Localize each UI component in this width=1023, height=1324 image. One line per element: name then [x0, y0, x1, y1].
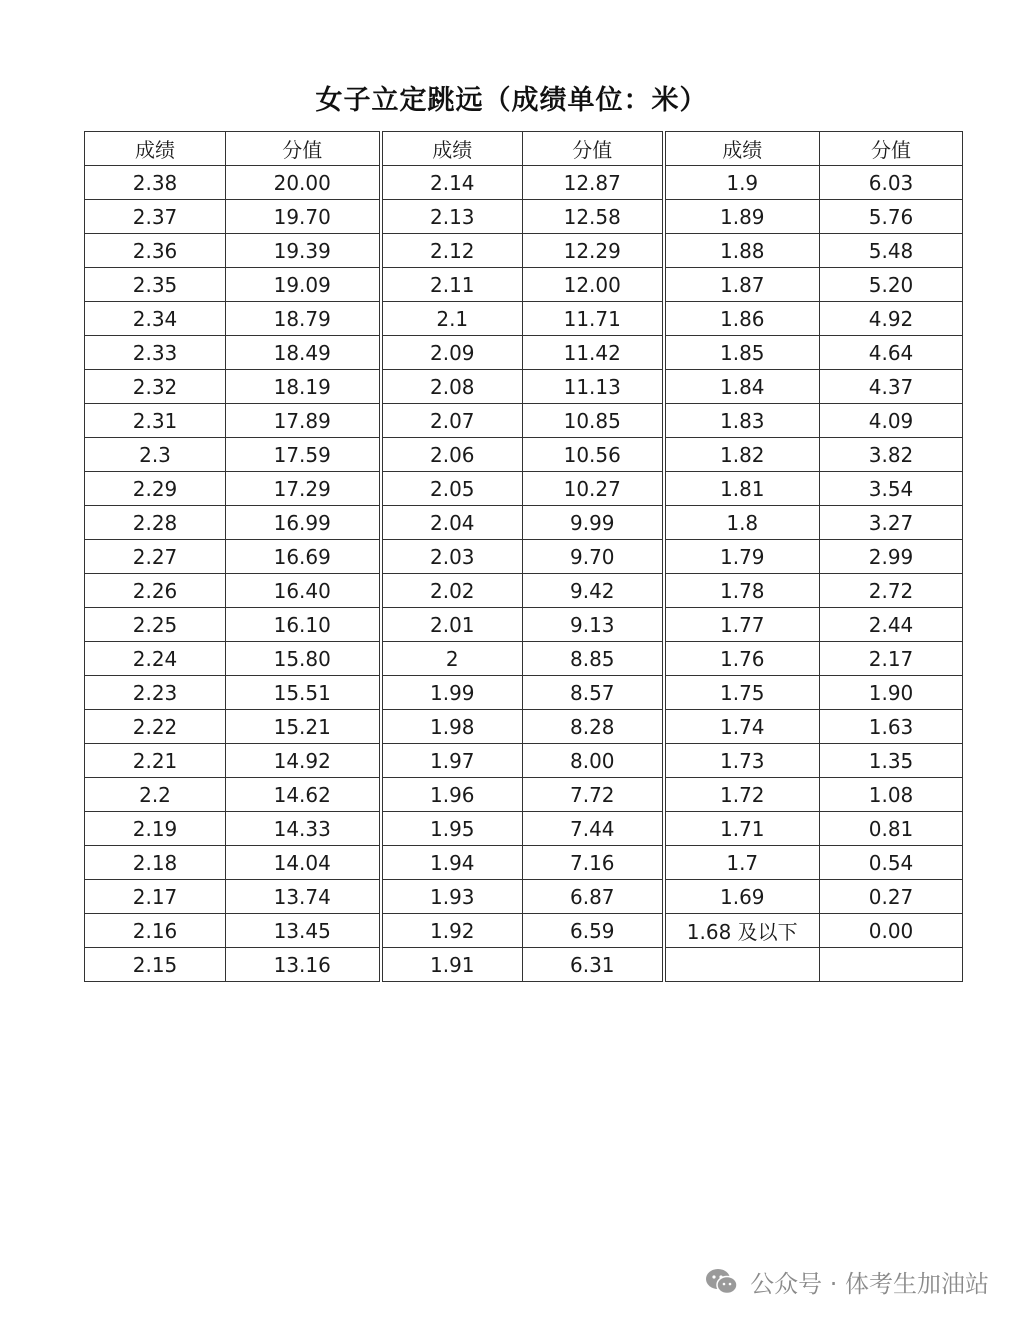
- table-row: [85, 948, 963, 982]
- points-cell: 8.00: [523, 744, 664, 778]
- points-cell: 1.35: [820, 744, 963, 778]
- score-cell: 1.92: [381, 914, 523, 948]
- score-cell: 1.87: [664, 268, 820, 302]
- points-cell: 7.72: [523, 778, 664, 812]
- points-cell: 14.33: [226, 812, 381, 846]
- table-row: [85, 540, 963, 574]
- points-cell: 6.59: [523, 914, 664, 948]
- points-cell: 0.27: [820, 880, 963, 914]
- points-cell: 16.10: [226, 608, 381, 642]
- score-cell: 1.99: [381, 676, 523, 710]
- score-cell: 2.15: [85, 948, 226, 982]
- points-cell: 1.08: [820, 778, 963, 812]
- points-cell: 11.42: [523, 336, 664, 370]
- points-cell: 0.54: [820, 846, 963, 880]
- score-cell: 2.33: [85, 336, 226, 370]
- points-cell: 0.81: [820, 812, 963, 846]
- table-row: [85, 574, 963, 608]
- points-cell: 11.13: [523, 370, 664, 404]
- score-cell: 2.34: [85, 302, 226, 336]
- score-cell: 1.83: [664, 404, 820, 438]
- score-cell: 2.27: [85, 540, 226, 574]
- table-row: [85, 404, 963, 438]
- points-cell: 12.29: [523, 234, 664, 268]
- score-cell: 2.16: [85, 914, 226, 948]
- score-cell: 1.86: [664, 302, 820, 336]
- wechat-icon: [704, 1267, 740, 1297]
- header-points: 分值: [820, 132, 963, 166]
- page-title: 女子立定跳远（成绩单位：米）: [315, 85, 708, 116]
- table-row: [85, 370, 963, 404]
- points-cell: 8.57: [523, 676, 664, 710]
- score-cell: 2.31: [85, 404, 226, 438]
- points-cell: 4.09: [820, 404, 963, 438]
- score-cell: 2.37: [85, 200, 226, 234]
- table-row: [85, 846, 963, 880]
- points-cell: 10.85: [523, 404, 664, 438]
- score-cell: 2.26: [85, 574, 226, 608]
- score-cell: 2.22: [85, 710, 226, 744]
- table-row: [85, 506, 963, 540]
- score-cell: 1.68 及以下: [664, 914, 820, 948]
- score-cell: 2.2: [85, 778, 226, 812]
- points-cell: 10.27: [523, 472, 664, 506]
- points-cell: 2.17: [820, 642, 963, 676]
- score-cell: 2.36: [85, 234, 226, 268]
- points-cell: 18.79: [226, 302, 381, 336]
- score-cell: 1.81: [664, 472, 820, 506]
- points-cell: 14.92: [226, 744, 381, 778]
- score-cell: 1.74: [664, 710, 820, 744]
- score-cell: 1.76: [664, 642, 820, 676]
- points-cell: 15.51: [226, 676, 381, 710]
- table-row: [85, 608, 963, 642]
- score-cell: 1.93: [381, 880, 523, 914]
- points-cell: 3.82: [820, 438, 963, 472]
- score-cell: 1.88: [664, 234, 820, 268]
- points-cell: 17.89: [226, 404, 381, 438]
- points-cell: 18.49: [226, 336, 381, 370]
- table-row: [85, 302, 963, 336]
- table-row: [85, 812, 963, 846]
- table-row: [85, 438, 963, 472]
- score-cell: 1.85: [664, 336, 820, 370]
- points-cell: 13.16: [226, 948, 381, 982]
- header-score: 成绩: [664, 132, 820, 166]
- score-cell: 2.06: [381, 438, 523, 472]
- points-cell: 13.45: [226, 914, 381, 948]
- score-cell: 2.19: [85, 812, 226, 846]
- table-row: [85, 234, 963, 268]
- points-cell: 1.90: [820, 676, 963, 710]
- points-cell: 6.31: [523, 948, 664, 982]
- points-cell: 6.03: [820, 166, 963, 200]
- score-cell: 2.29: [85, 472, 226, 506]
- score-cell: 1.8: [664, 506, 820, 540]
- points-cell: 2.99: [820, 540, 963, 574]
- score-cell: 1.9: [664, 166, 820, 200]
- points-cell: 3.27: [820, 506, 963, 540]
- score-cell: 2.13: [381, 200, 523, 234]
- header-points: 分值: [523, 132, 664, 166]
- points-cell: 11.71: [523, 302, 664, 336]
- score-cell: 2.21: [85, 744, 226, 778]
- score-cell: 2.04: [381, 506, 523, 540]
- points-cell: 17.29: [226, 472, 381, 506]
- points-cell: 8.85: [523, 642, 664, 676]
- score-cell: [664, 948, 820, 982]
- score-cell: 2.05: [381, 472, 523, 506]
- table-header-row: [85, 132, 963, 166]
- table-row: [85, 710, 963, 744]
- score-cell: 2.17: [85, 880, 226, 914]
- table-row: [85, 744, 963, 778]
- watermark: [704, 1264, 989, 1299]
- points-cell: 1.63: [820, 710, 963, 744]
- score-cell: 1.71: [664, 812, 820, 846]
- table-row: [85, 642, 963, 676]
- score-cell: 2.32: [85, 370, 226, 404]
- header-score: 成绩: [85, 132, 226, 166]
- points-cell: 19.09: [226, 268, 381, 302]
- points-cell: 14.62: [226, 778, 381, 812]
- score-cell: 2: [381, 642, 523, 676]
- table-row: [85, 880, 963, 914]
- score-cell: 2.35: [85, 268, 226, 302]
- points-cell: 16.40: [226, 574, 381, 608]
- score-cell: 2.02: [381, 574, 523, 608]
- points-cell: 16.99: [226, 506, 381, 540]
- score-cell: 1.73: [664, 744, 820, 778]
- score-cell: 1.75: [664, 676, 820, 710]
- score-cell: 1.94: [381, 846, 523, 880]
- points-cell: 7.44: [523, 812, 664, 846]
- points-cell: 19.70: [226, 200, 381, 234]
- points-cell: 15.21: [226, 710, 381, 744]
- score-cell: 1.69: [664, 880, 820, 914]
- points-cell: 7.16: [523, 846, 664, 880]
- header-score: 成绩: [381, 132, 523, 166]
- points-cell: 4.37: [820, 370, 963, 404]
- score-cell: 1.97: [381, 744, 523, 778]
- points-cell: 4.92: [820, 302, 963, 336]
- score-cell: 1.79: [664, 540, 820, 574]
- score-cell: 1.91: [381, 948, 523, 982]
- score-cell: 1.7: [664, 846, 820, 880]
- watermark-text: 公众号 · 体考生加油站: [750, 1270, 989, 1298]
- table-row: [85, 676, 963, 710]
- table-row: [85, 268, 963, 302]
- score-cell: 2.07: [381, 404, 523, 438]
- table-row: [85, 200, 963, 234]
- points-cell: 3.54: [820, 472, 963, 506]
- score-cell: 2.3: [85, 438, 226, 472]
- points-cell: [820, 948, 963, 982]
- score-cell: 1.96: [381, 778, 523, 812]
- points-cell: 12.00: [523, 268, 664, 302]
- points-cell: 9.42: [523, 574, 664, 608]
- points-cell: 5.20: [820, 268, 963, 302]
- table-row: [85, 166, 963, 200]
- points-cell: 17.59: [226, 438, 381, 472]
- points-cell: 6.87: [523, 880, 664, 914]
- points-cell: 10.56: [523, 438, 664, 472]
- header-points: 分值: [226, 132, 381, 166]
- score-cell: 2.12: [381, 234, 523, 268]
- score-table: [84, 131, 963, 982]
- points-cell: 5.48: [820, 234, 963, 268]
- points-cell: 13.74: [226, 880, 381, 914]
- score-cell: 1.98: [381, 710, 523, 744]
- score-cell: 2.09: [381, 336, 523, 370]
- points-cell: 2.44: [820, 608, 963, 642]
- points-cell: 2.72: [820, 574, 963, 608]
- points-cell: 16.69: [226, 540, 381, 574]
- score-cell: 1.95: [381, 812, 523, 846]
- points-cell: 15.80: [226, 642, 381, 676]
- table-row: [85, 336, 963, 370]
- table-row: [85, 472, 963, 506]
- points-cell: 8.28: [523, 710, 664, 744]
- score-cell: 2.08: [381, 370, 523, 404]
- points-cell: 4.64: [820, 336, 963, 370]
- points-cell: 5.76: [820, 200, 963, 234]
- score-cell: 1.82: [664, 438, 820, 472]
- score-cell: 2.1: [381, 302, 523, 336]
- score-cell: 2.28: [85, 506, 226, 540]
- score-cell: 1.84: [664, 370, 820, 404]
- table-row: [85, 778, 963, 812]
- points-cell: 18.19: [226, 370, 381, 404]
- points-cell: 19.39: [226, 234, 381, 268]
- points-cell: 12.58: [523, 200, 664, 234]
- score-cell: 2.03: [381, 540, 523, 574]
- score-cell: 2.25: [85, 608, 226, 642]
- score-cell: 2.14: [381, 166, 523, 200]
- score-cell: 2.18: [85, 846, 226, 880]
- points-cell: 0.00: [820, 914, 963, 948]
- points-cell: 9.13: [523, 608, 664, 642]
- score-cell: 2.11: [381, 268, 523, 302]
- score-cell: 1.72: [664, 778, 820, 812]
- table-row: [85, 914, 963, 948]
- points-cell: 14.04: [226, 846, 381, 880]
- score-cell: 2.23: [85, 676, 226, 710]
- points-cell: 12.87: [523, 166, 664, 200]
- score-cell: 1.89: [664, 200, 820, 234]
- score-cell: 2.24: [85, 642, 226, 676]
- score-cell: 1.78: [664, 574, 820, 608]
- score-cell: 1.77: [664, 608, 820, 642]
- points-cell: 9.70: [523, 540, 664, 574]
- score-cell: 2.01: [381, 608, 523, 642]
- points-cell: 9.99: [523, 506, 664, 540]
- score-cell: 2.38: [85, 166, 226, 200]
- points-cell: 20.00: [226, 166, 381, 200]
